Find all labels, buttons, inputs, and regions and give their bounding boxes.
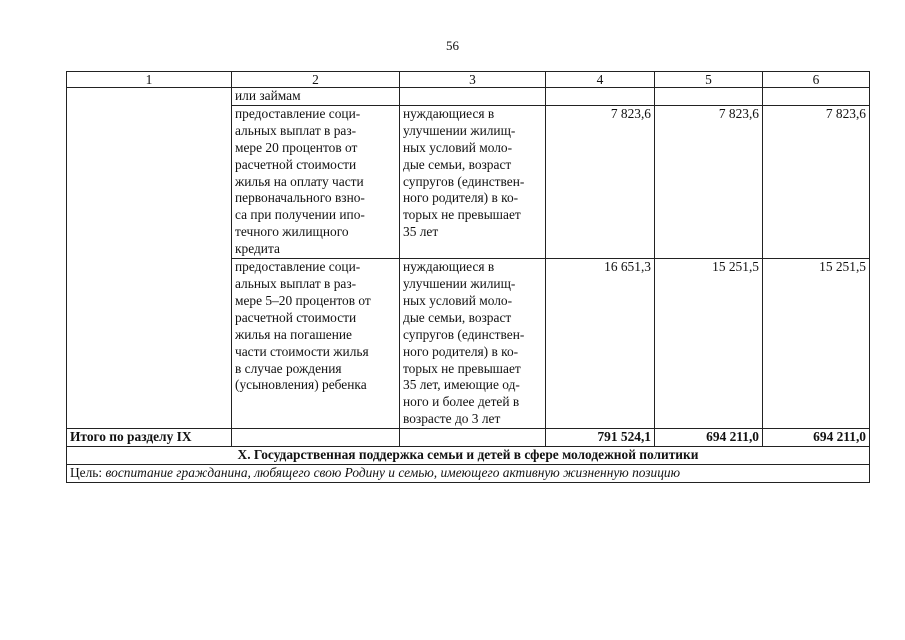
goal-text: воспитание гражданина, любящего свою Родину и семью, имеющего активную жизненную позицию	[105, 464, 681, 480]
column-header: 3	[400, 72, 546, 88]
column-header: 4	[546, 72, 655, 88]
column-header: 6	[763, 72, 870, 88]
total-row	[67, 429, 870, 447]
section-title: X. Государственная поддержка семьи и детей в сфере молодежной политики	[67, 447, 870, 465]
budget-table	[66, 71, 870, 483]
recipient-description: нуждающиеся в улучшении жилищ- ных условий моло- дые семьи, возраст супругов (единствен- ного родителя) в ко- торых не превышает 35 лет, имеющие од- ного и более детей в возрасте до 3 лет	[400, 259, 546, 429]
table-header-row	[67, 72, 870, 88]
total-label: Итого по разделу IX	[67, 429, 232, 447]
recipient-description: нуждающиеся в улучшении жилищ- ных условий моло- дые семьи, возраст супругов (единствен- ного родителя) в ко- торых не превышает 35 лет	[400, 105, 546, 258]
empty-cell	[232, 429, 400, 447]
empty-cell	[400, 88, 546, 106]
continued-text: или займам	[232, 88, 400, 106]
measure-description: предоставление соци- альных выплат в раз- мере 5–20 процентов от расчетной стоимости жилья на погашение части стоимости жилья в случае рождения (усыновления) ребенка	[232, 259, 400, 429]
total-col4: 791 524,1	[546, 429, 655, 447]
table-row-continued	[67, 88, 870, 106]
amount-col5: 15 251,5	[655, 259, 763, 429]
amount-col4: 7 823,6	[546, 105, 655, 258]
section-title-row	[67, 447, 870, 465]
column-header: 2	[232, 72, 400, 88]
goal-label: Цель:	[70, 464, 106, 480]
measure-description: предоставление соци- альных выплат в раз- мере 20 процентов от расчетной стоимости жилья на оплату части первоначального взно- са при получении ипо- течного жилищного кредита	[232, 105, 400, 258]
amount-col6: 15 251,5	[763, 259, 870, 429]
amount-col5: 7 823,6	[655, 105, 763, 258]
empty-cell	[400, 429, 546, 447]
goal-cell	[67, 464, 870, 482]
column-header: 1	[67, 72, 232, 88]
column-header: 5	[655, 72, 763, 88]
amount-col6: 7 823,6	[763, 105, 870, 258]
empty-cell	[655, 88, 763, 106]
empty-cell	[546, 88, 655, 106]
empty-cell	[67, 88, 232, 429]
page-number: 56	[446, 38, 459, 53]
amount-col4: 16 651,3	[546, 259, 655, 429]
total-col6: 694 211,0	[763, 429, 870, 447]
empty-cell	[763, 88, 870, 106]
total-col5: 694 211,0	[655, 429, 763, 447]
goal-row	[67, 464, 870, 482]
